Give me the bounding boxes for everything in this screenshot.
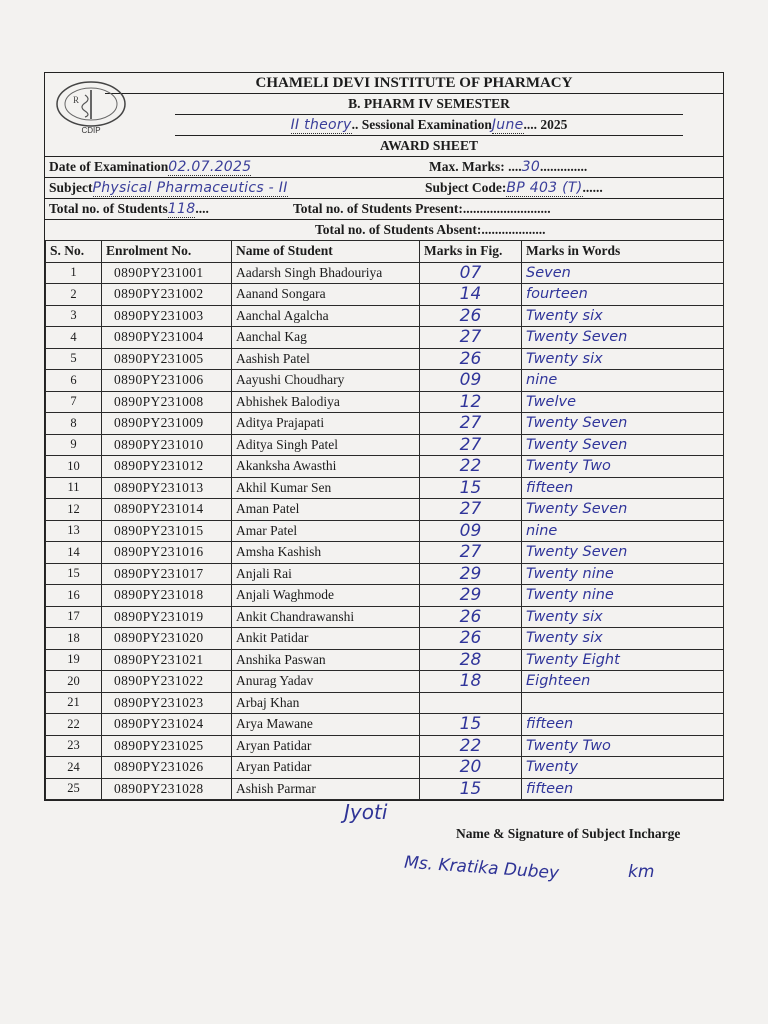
subject-value: Physical Pharmaceutics - II bbox=[92, 180, 288, 196]
cell-marks-fig: 14 bbox=[420, 284, 522, 306]
table-row bbox=[46, 628, 724, 650]
cell-student-name: Ashish Parmar bbox=[232, 778, 420, 800]
total-students-value: 118 bbox=[167, 201, 196, 217]
table-row bbox=[46, 757, 724, 779]
cell-enrolment: 0890PY231021 bbox=[102, 649, 232, 671]
present-label: Total no. of Students Present: bbox=[293, 201, 463, 216]
table-row bbox=[46, 542, 724, 564]
table-row bbox=[46, 649, 724, 671]
cell-enrolment: 0890PY231006 bbox=[102, 370, 232, 392]
table-row bbox=[46, 434, 724, 456]
sessional-prefix: II theory bbox=[290, 117, 352, 133]
date-field bbox=[49, 157, 251, 177]
cell-student-name: Aashish Patel bbox=[232, 348, 420, 370]
cell-marks-fig: 22 bbox=[420, 735, 522, 757]
sessional-line: II theory.. Sessional ExaminationJune.... 2025 bbox=[175, 115, 683, 136]
cell-enrolment: 0890PY231014 bbox=[102, 499, 232, 521]
cell-marks-words: Twenty Two bbox=[522, 735, 724, 757]
cell-marks-words: fourteen bbox=[522, 284, 724, 306]
cell-marks-words: Twenty bbox=[522, 757, 724, 779]
cell-enrolment: 0890PY231009 bbox=[102, 413, 232, 435]
cell-marks-words: Twenty six bbox=[522, 606, 724, 628]
cell-marks-words bbox=[522, 692, 724, 714]
subject-code-field: Subject Code:BP 403 (T)...... bbox=[425, 180, 603, 196]
cell-sno: 15 bbox=[46, 563, 102, 585]
cell-marks-fig: 27 bbox=[420, 413, 522, 435]
cell-enrolment: 0890PY231023 bbox=[102, 692, 232, 714]
cell-marks-fig: 27 bbox=[420, 327, 522, 349]
cell-marks-words: Twenty Seven bbox=[522, 499, 724, 521]
cell-marks-words: Twenty nine bbox=[522, 585, 724, 607]
table-row bbox=[46, 348, 724, 370]
cell-marks-words: Twenty Seven bbox=[522, 327, 724, 349]
total-students-label: Total no. of Students bbox=[49, 201, 168, 216]
header-sno: S. No. bbox=[46, 241, 102, 263]
cell-marks-fig: 27 bbox=[420, 434, 522, 456]
cell-student-name: Aayushi Choudhary bbox=[232, 370, 420, 392]
cell-marks-fig: 15 bbox=[420, 714, 522, 736]
cell-enrolment: 0890PY231010 bbox=[102, 434, 232, 456]
cell-sno: 19 bbox=[46, 649, 102, 671]
cell-marks-fig: 26 bbox=[420, 348, 522, 370]
date-value: 02.07.2025 bbox=[168, 159, 252, 175]
cell-sno: 1 bbox=[46, 262, 102, 284]
subject-field bbox=[49, 178, 288, 198]
cell-sno: 6 bbox=[46, 370, 102, 392]
cell-marks-words: Twenty six bbox=[522, 628, 724, 650]
cell-student-name: Aadarsh Singh Bhadouriya bbox=[232, 262, 420, 284]
cell-enrolment: 0890PY231005 bbox=[102, 348, 232, 370]
cell-sno: 3 bbox=[46, 305, 102, 327]
cell-marks-fig: 09 bbox=[420, 370, 522, 392]
svg-text:R: R bbox=[73, 95, 80, 105]
cell-marks-words: nine bbox=[522, 520, 724, 542]
cell-enrolment: 0890PY231003 bbox=[102, 305, 232, 327]
table-row bbox=[46, 499, 724, 521]
sheet-title: AWARD SHEET bbox=[380, 138, 478, 153]
cell-sno: 14 bbox=[46, 542, 102, 564]
absent-row bbox=[45, 219, 723, 240]
cell-enrolment: 0890PY231022 bbox=[102, 671, 232, 693]
table-row bbox=[46, 327, 724, 349]
cell-enrolment: 0890PY231008 bbox=[102, 391, 232, 413]
cell-enrolment: 0890PY231004 bbox=[102, 327, 232, 349]
max-marks-label: Max. Marks: bbox=[429, 159, 505, 174]
cell-marks-fig: 20 bbox=[420, 757, 522, 779]
institute-name: CHAMELI DEVI INSTITUTE OF PHARMACY bbox=[105, 73, 723, 94]
cell-marks-fig: 26 bbox=[420, 606, 522, 628]
absent-label: Total no. of Students Absent: bbox=[315, 222, 482, 237]
cell-marks-fig: 07 bbox=[420, 262, 522, 284]
cell-marks-words: Twenty Eight bbox=[522, 649, 724, 671]
cell-enrolment: 0890PY231013 bbox=[102, 477, 232, 499]
cell-marks-words: Eighteen bbox=[522, 671, 724, 693]
table-row bbox=[46, 262, 724, 284]
cell-sno: 23 bbox=[46, 735, 102, 757]
table-row bbox=[46, 692, 724, 714]
cell-student-name: Akhil Kumar Sen bbox=[232, 477, 420, 499]
logo-text: CDIP bbox=[81, 126, 101, 135]
cell-enrolment: 0890PY231002 bbox=[102, 284, 232, 306]
signature-mark: km bbox=[628, 862, 655, 882]
header-name: Name of Student bbox=[232, 241, 420, 263]
cell-student-name: Anjali Rai bbox=[232, 563, 420, 585]
cell-marks-fig: 27 bbox=[420, 499, 522, 521]
cell-sno: 12 bbox=[46, 499, 102, 521]
cell-marks-fig: 18 bbox=[420, 671, 522, 693]
cell-marks-fig: 22 bbox=[420, 456, 522, 478]
cell-marks-fig: 27 bbox=[420, 542, 522, 564]
cell-student-name: Ankit Chandrawanshi bbox=[232, 606, 420, 628]
subject-code-label: Subject Code: bbox=[425, 180, 507, 195]
cell-marks-fig: 15 bbox=[420, 477, 522, 499]
exam-year: 2025 bbox=[540, 117, 568, 132]
table-row bbox=[46, 477, 724, 499]
present-field: Total no. of Students Present:.......................... bbox=[293, 201, 551, 216]
header-marks-words: Marks in Words bbox=[522, 241, 724, 263]
cell-sno: 8 bbox=[46, 413, 102, 435]
cell-student-name: Amar Patel bbox=[232, 520, 420, 542]
cell-student-name: Arya Mawane bbox=[232, 714, 420, 736]
program-line: B. PHARM IV SEMESTER bbox=[175, 94, 683, 115]
cell-enrolment: 0890PY231026 bbox=[102, 757, 232, 779]
cell-enrolment: 0890PY231015 bbox=[102, 520, 232, 542]
cell-student-name: Anjali Waghmode bbox=[232, 585, 420, 607]
cell-enrolment: 0890PY231020 bbox=[102, 628, 232, 650]
date-row bbox=[45, 156, 723, 177]
cell-marks-fig: 26 bbox=[420, 305, 522, 327]
cell-enrolment: 0890PY231016 bbox=[102, 542, 232, 564]
table-row bbox=[46, 735, 724, 757]
cell-enrolment: 0890PY231001 bbox=[102, 262, 232, 284]
cell-student-name: Aditya Prajapati bbox=[232, 413, 420, 435]
cell-enrolment: 0890PY231024 bbox=[102, 714, 232, 736]
table-header-row bbox=[46, 241, 724, 263]
cell-enrolment: 0890PY231017 bbox=[102, 563, 232, 585]
cell-marks-fig: 29 bbox=[420, 563, 522, 585]
cell-student-name: Aman Patel bbox=[232, 499, 420, 521]
cell-sno: 10 bbox=[46, 456, 102, 478]
absent-field: Total no. of Students Absent:................... bbox=[315, 222, 546, 237]
cell-student-name: Ankit Patidar bbox=[232, 628, 420, 650]
cell-student-name: Aanand Songara bbox=[232, 284, 420, 306]
cell-student-name: Amsha Kashish bbox=[232, 542, 420, 564]
date-label: Date of Examination bbox=[49, 159, 169, 174]
cell-student-name: Aryan Patidar bbox=[232, 735, 420, 757]
cell-marks-fig: 26 bbox=[420, 628, 522, 650]
table-row bbox=[46, 671, 724, 693]
cell-sno: 5 bbox=[46, 348, 102, 370]
signature-scribble: Jyoti bbox=[344, 800, 388, 824]
cell-sno: 25 bbox=[46, 778, 102, 800]
signature-label: Name & Signature of Subject Incharge bbox=[456, 826, 681, 841]
cell-marks-fig: 15 bbox=[420, 778, 522, 800]
cell-sno: 20 bbox=[46, 671, 102, 693]
cell-student-name: Aryan Patidar bbox=[232, 757, 420, 779]
cell-marks-fig: 09 bbox=[420, 520, 522, 542]
table-row bbox=[46, 714, 724, 736]
table-row bbox=[46, 391, 724, 413]
cell-sno: 2 bbox=[46, 284, 102, 306]
cell-marks-words: Twelve bbox=[522, 391, 724, 413]
cell-sno: 18 bbox=[46, 628, 102, 650]
table-row bbox=[46, 370, 724, 392]
table-row bbox=[46, 284, 724, 306]
sheet-header bbox=[45, 73, 723, 156]
max-marks-value: 30 bbox=[521, 159, 541, 175]
cell-marks-fig: 12 bbox=[420, 391, 522, 413]
cell-student-name: Aanchal Kag bbox=[232, 327, 420, 349]
header-enrolment: Enrolment No. bbox=[102, 241, 232, 263]
cell-sno: 9 bbox=[46, 434, 102, 456]
cell-marks-words: Twenty six bbox=[522, 305, 724, 327]
table-row bbox=[46, 305, 724, 327]
table-row bbox=[46, 606, 724, 628]
cell-enrolment: 0890PY231028 bbox=[102, 778, 232, 800]
cell-enrolment: 0890PY231025 bbox=[102, 735, 232, 757]
table-row bbox=[46, 585, 724, 607]
cell-marks-words: nine bbox=[522, 370, 724, 392]
table-row bbox=[46, 520, 724, 542]
cell-student-name: Arbaj Khan bbox=[232, 692, 420, 714]
cell-student-name: Anshika Paswan bbox=[232, 649, 420, 671]
table-row bbox=[46, 456, 724, 478]
cell-marks-words: Twenty Seven bbox=[522, 434, 724, 456]
cell-marks-fig: 28 bbox=[420, 649, 522, 671]
table-row bbox=[46, 413, 724, 435]
cell-enrolment: 0890PY231019 bbox=[102, 606, 232, 628]
table-row bbox=[46, 778, 724, 800]
institute-logo-icon bbox=[53, 77, 129, 135]
cell-student-name: Aditya Singh Patel bbox=[232, 434, 420, 456]
cell-marks-words: Twenty Seven bbox=[522, 542, 724, 564]
cell-student-name: Akanksha Awasthi bbox=[232, 456, 420, 478]
cell-marks-words: Twenty Seven bbox=[522, 413, 724, 435]
cell-marks-words: Seven bbox=[522, 262, 724, 284]
subject-row bbox=[45, 177, 723, 198]
cell-enrolment: 0890PY231018 bbox=[102, 585, 232, 607]
header-marks-fig: Marks in Fig. bbox=[420, 241, 522, 263]
cell-marks-fig bbox=[420, 692, 522, 714]
cell-student-name: Aanchal Agalcha bbox=[232, 305, 420, 327]
cell-marks-words: Twenty Two bbox=[522, 456, 724, 478]
signature-name: Ms. Kratika Dubey bbox=[403, 852, 560, 884]
cell-sno: 11 bbox=[46, 477, 102, 499]
subject-label: Subject bbox=[49, 180, 93, 195]
cell-marks-words: fifteen bbox=[522, 477, 724, 499]
cell-student-name: Anurag Yadav bbox=[232, 671, 420, 693]
marks-table bbox=[45, 240, 724, 800]
cell-marks-fig: 29 bbox=[420, 585, 522, 607]
subject-code-value: BP 403 (T) bbox=[506, 180, 583, 196]
exam-month: June bbox=[491, 117, 524, 133]
cell-sno: 21 bbox=[46, 692, 102, 714]
students-row bbox=[45, 198, 723, 219]
max-marks-field: Max. Marks: ....30.............. bbox=[429, 159, 588, 175]
cell-marks-words: fifteen bbox=[522, 778, 724, 800]
total-students-field: Total no. of Students118.... bbox=[49, 201, 209, 217]
cell-sno: 17 bbox=[46, 606, 102, 628]
cell-marks-words: fifteen bbox=[522, 714, 724, 736]
table-row bbox=[46, 563, 724, 585]
cell-enrolment: 0890PY231012 bbox=[102, 456, 232, 478]
award-sheet bbox=[44, 72, 724, 801]
sessional-label: Sessional Examination bbox=[361, 117, 492, 132]
cell-marks-words: Twenty nine bbox=[522, 563, 724, 585]
cell-sno: 4 bbox=[46, 327, 102, 349]
cell-sno: 22 bbox=[46, 714, 102, 736]
cell-sno: 7 bbox=[46, 391, 102, 413]
cell-sno: 24 bbox=[46, 757, 102, 779]
cell-sno: 13 bbox=[46, 520, 102, 542]
cell-marks-words: Twenty six bbox=[522, 348, 724, 370]
cell-student-name: Abhishek Balodiya bbox=[232, 391, 420, 413]
cell-sno: 16 bbox=[46, 585, 102, 607]
